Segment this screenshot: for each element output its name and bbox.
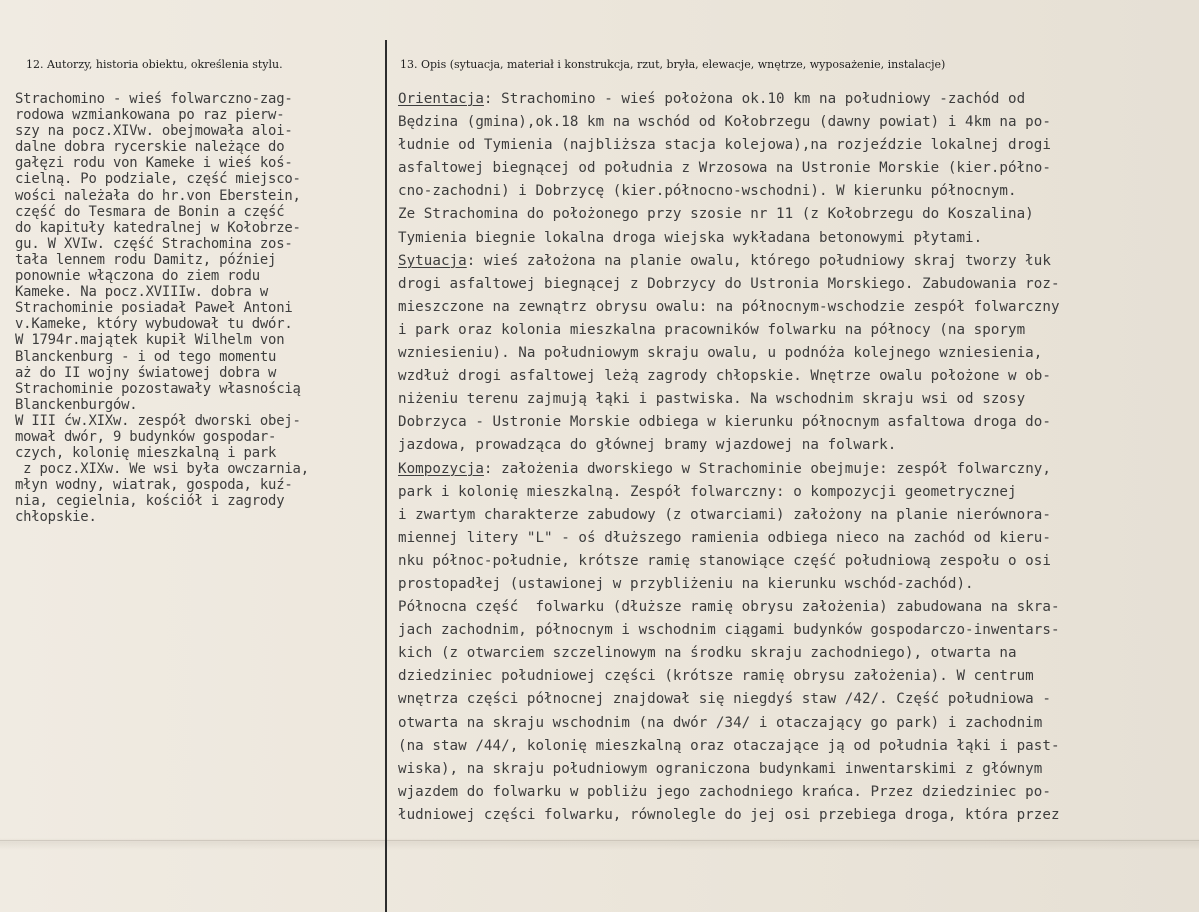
left-text-line: gu. W XVIw. część Strachomina zos- <box>15 235 293 252</box>
column-divider <box>385 40 387 912</box>
right-text-line: Tymienia biegnie lokalna droga wiejska wykładana betonowymi płytami. <box>398 229 983 246</box>
left-text-line: nia, cegielnia, kościół i zagrody <box>15 493 285 510</box>
left-text-line: szy na pocz.XIVw. obejmowała aloi- <box>15 123 293 140</box>
left-text-line: część do Tesmara de Bonin a część <box>15 203 285 220</box>
right-text-line: Dobrzyca - Ustronie Morskie odbiega w kierunku północnym asfaltowa droga do- <box>398 414 1051 431</box>
left-text-line: aż do II wojny światowej dobra w <box>15 364 277 381</box>
left-text-line: v.Kameke, który wybudował tu dwór. <box>15 316 293 333</box>
right-text-line: : wieś założona na planie owalu, którego południowy skraj tworzy łuk <box>466 252 1051 269</box>
right-text-line: cno-zachodni) i Dobrzycę (kier.północno-wschodni). W kierunku północnym. <box>398 183 1017 200</box>
right-text-line: miennej litery "L" - oś dłuższego ramienia odbiega nieco na zachód od kieru- <box>398 529 1051 546</box>
left-text-line: młyn wodny, wiatrak, gospoda, kuź- <box>15 477 293 494</box>
left-text-line: czych, kolonię mieszkalną i park <box>15 445 277 462</box>
right-text-line: otwarta na skraju wschodnim (na dwór /34/ i otaczający go park) i zachodnim <box>398 714 1043 731</box>
right-text-line: i park oraz kolonia mieszkalna pracowników folwarku na północy (na sporym <box>398 321 1026 338</box>
right-text-line: : Strachomino - wieś położona ok.10 km na południowy -zachód od <box>483 91 1026 107</box>
section-first-line <box>398 458 1060 481</box>
right-text-line: Ze Strachomina do położonego przy szosie nr 11 (z Kołobrzegu do Koszalina) <box>398 206 1034 223</box>
left-text-line: do kapituły katedralnej w Kołobrze- <box>15 219 301 236</box>
left-text-line: chłopskie. <box>15 509 97 526</box>
right-text-line: asfaltowej biegnącej od południa z Wrzosowa na Ustronie Morskie (kier.półno- <box>398 160 1051 177</box>
right-text-line: wzniesieniu). Na południowym skraju owalu, u podnóża kolejnego wzniesienia, <box>398 345 1043 362</box>
right-text-line: jach zachodnim, północnym i wschodnim ciągami budynków gospodarczo-inwentars- <box>398 622 1060 639</box>
right-text-line: jazdowa, prowadząca do głównej bramy wjazdowej na folwark. <box>398 437 897 454</box>
left-text-line: W III ćw.XIXw. zespół dworski obej- <box>15 412 301 429</box>
right-text-line: łudnie od Tymienia (najbliższa stacja kolejowa),na rozjeździe lokalnej drogi <box>398 137 1051 154</box>
left-text-line: z pocz.XIXw. We wsi była owczarnia, <box>15 461 309 478</box>
left-text-line: dalne dobra rycerskie należące do <box>15 139 285 156</box>
right-text-line: wzdłuż drogi asfaltowej leżą zagrody chłopskie. Wnętrze owalu położone w ob- <box>398 368 1051 385</box>
right-text-line: prostopadłej (ustawionej w przybliżeniu na kierunku wschód-zachód). <box>398 575 974 592</box>
right-text-line: : założenia dworskiego w Strachominie obejmuje: zespół folwarczny, <box>483 460 1051 477</box>
left-text-line: gałęzi rodu von Kameke i wieś koś- <box>15 155 293 172</box>
left-text-line: wości należała do hr.von Eberstein, <box>15 187 301 204</box>
left-text-line: Strachominie pozostawały własnością <box>15 380 301 397</box>
section-heading: Orientacja <box>398 91 484 107</box>
right-text-line: park i kolonię mieszkalną. Zespół folwarczny: o kompozycji geometrycznej <box>398 483 1017 500</box>
section-heading: Kompozycja <box>398 460 484 477</box>
left-column-text <box>15 91 309 526</box>
left-text-line: cielną. Po podziale, część miejsco- <box>15 171 301 188</box>
right-text-line: Północna część folwarku (dłuższe ramię obrysu założenia) zabudowana na skra- <box>398 599 1060 616</box>
section-first-line <box>398 88 1060 111</box>
right-text-line: mieszczone na zewnątrz obrysu owalu: na północnym-wschodzie zespół folwarczny <box>398 298 1060 315</box>
right-text-line: Będzina (gmina),ok.18 km na wschód od Kołobrzegu (dawny powiat) i 4km na po- <box>398 114 1051 131</box>
right-text-line: kich (z otwarciem szczelinowym na środku skraju zachodniego), otwarta na <box>398 645 1017 662</box>
right-text-line: wnętrza części północnej znajdował się niegdyś staw /42/. Część południowa - <box>398 691 1051 708</box>
section-heading: Sytuacja <box>398 252 467 269</box>
left-text-line: Blanckenburg - i od tego momentu <box>15 348 277 365</box>
left-text-line: mował dwór, 9 budynków gospodar- <box>15 428 277 445</box>
section-first-line <box>398 250 1060 273</box>
right-text-line: łudniowej części folwarku, równolegle do jej osi przebiega droga, która przez <box>398 806 1060 823</box>
left-text-line: ponownie włączona do ziem rodu <box>15 268 260 285</box>
left-text-line: Strachomino - wieś folwarczno-zag- <box>15 91 293 107</box>
left-column-header: 12. Autorzy, historia obiektu, określenia stylu. <box>26 58 283 71</box>
right-text-line: niżeniu terenu zajmują łąki i pastwiska. Na wschodnim skraju wsi od szosy <box>398 391 1026 408</box>
right-text-line: nku północ-południe, krótsze ramię stanowiące część południową zespołu o osi <box>398 552 1051 569</box>
right-column-text <box>398 88 1060 827</box>
right-text-line: (na staw /44/, kolonię mieszkalną oraz otaczające ją od południa łąki i past- <box>398 737 1060 754</box>
right-text-line: wiska), na skraju południowym ograniczona budynkami inwentarskimi z głównym <box>398 760 1043 777</box>
right-text-line: i zwartym charakterze zabudowy (z otwarciami) założony na planie nierównora- <box>398 506 1051 523</box>
left-text-line: Kameke. Na pocz.XVIIIw. dobra w <box>15 284 269 301</box>
right-text-line: wjazdem do folwarku w pobliżu jego zachodniego krańca. Przez dziedziniec po- <box>398 783 1051 800</box>
left-text-line: tała lennem rodu Damitz, później <box>15 251 277 268</box>
paper-fold <box>0 840 1199 841</box>
right-column-header: 13. Opis (sytuacja, materiał i konstrukcja, rzut, bryła, elewacje, wnętrze, wyposażenie, instalacje) <box>400 58 946 71</box>
left-text-line: rodowa wzmiankowana po raz pierw- <box>15 107 285 124</box>
left-text-line: Blanckenburgów. <box>15 396 138 413</box>
left-text-line: Strachominie posiadał Paweł Antoni <box>15 300 293 317</box>
right-text-line: dziedziniec południowej części (krótsze ramię obrysu założenia). W centrum <box>398 668 1034 685</box>
left-text-line: W 1794r.majątek kupił Wilhelm von <box>15 332 285 349</box>
right-text-line: drogi asfaltowej biegnącej z Dobrzycy do Ustronia Morskiego. Zabudowania roz- <box>398 275 1060 292</box>
